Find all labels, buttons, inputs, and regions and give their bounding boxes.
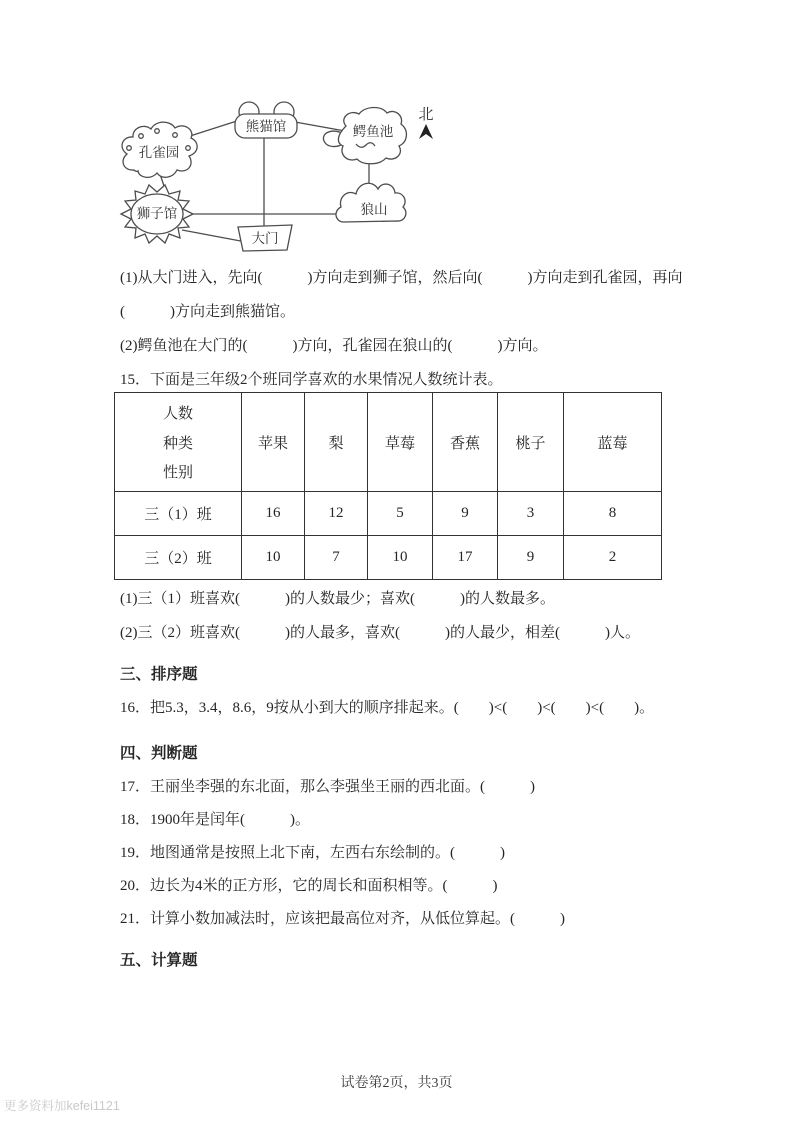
map-label-north: 北 [418,107,434,123]
path-panda-crocodile [295,122,345,131]
section-3-title: 三、排序题 [120,666,198,683]
path-peacock-panda [190,120,240,136]
cell-class1-peach: 3 [498,492,564,536]
cell-class2-apple: 10 [242,536,305,580]
cell-class1-apple: 16 [242,492,305,536]
question-15-part2: (2)三（2）班喜欢( )的人最多，喜欢( )的人最少，相差( )人。 [120,625,640,641]
corner-line-renshu: 人数 [162,406,193,422]
map-label-lion: 狮子馆 [136,206,178,221]
map-label-peacock: 孔雀园 [138,145,180,160]
cell-class1-pear: 12 [305,492,368,536]
section-4-title: 四、判断题 [120,745,198,762]
question-17: 17．王丽坐李强的东北面，那么李强坐王丽的西北面。( ) [120,779,535,795]
table-row-class1 [115,492,662,536]
cell-class1-banana: 9 [433,492,498,536]
table-row-class2 [115,536,662,580]
cell-class1-strawberry: 5 [368,492,433,536]
question-20: 20．边长为4米的正方形，它的周长和面积相等。( ) [120,878,498,894]
map-label-crocodile: 鳄鱼池 [352,124,394,139]
cell-class2-blueberry: 2 [564,536,662,580]
column-header-peach: 桃子 [498,393,564,492]
column-header-blueberry: 蓝莓 [564,393,662,492]
page-number-footer: 试卷第2页，共3页 [340,1076,453,1091]
question-19: 19．地图通常是按照上北下南，左西右东绘制的。( ) [120,845,505,861]
cell-class2-peach: 9 [498,536,564,580]
question-21: 21．计算小数加减法时，应该把最高位对齐，从低位算起。( ) [120,911,565,927]
question-18: 18．1900年是闰年( )。 [120,812,310,828]
table-header-row [115,393,662,492]
question-15-part1: (1)三（1）班喜欢( )的人数最少；喜欢( )的人数最多。 [120,591,555,607]
column-header-banana: 香蕉 [433,393,498,492]
question-14-part1-line2: ( )方向走到熊猫馆。 [120,304,295,320]
column-header-pear: 梨 [305,393,368,492]
map-label-wolf: 狼山 [360,202,388,217]
map-label-panda: 熊猫馆 [245,119,287,134]
question-14-part1-line1: (1)从大门进入，先向( )方向走到狮子馆，然后向( )方向走到孔雀园，再向 [120,270,683,286]
north-arrow-icon [419,124,433,139]
column-header-strawberry: 草莓 [368,393,433,492]
corner-line-zhonglei: 种类 [162,435,193,452]
row-label-class1: 三（1）班 [115,492,242,536]
questions-area [120,270,720,986]
column-header-apple: 苹果 [242,393,305,492]
cell-class1-blueberry: 8 [564,492,662,536]
table-corner-cell [115,393,242,492]
fruit-statistics-table [114,392,662,580]
cell-class2-pear: 7 [305,536,368,580]
cell-class2-banana: 17 [433,536,498,580]
question-16: 16．把5.3，3.4，8.6，9按从小到大的顺序排起来。( )<( )<( )<( )。 [120,700,655,716]
row-label-class2: 三（2）班 [115,536,242,580]
path-lion-gate [182,230,246,242]
question-14-part2: (2)鳄鱼池在大门的( )方向，孔雀园在狼山的( )方向。 [120,338,548,354]
question-15-intro: 15．下面是三年级2个班同学喜欢的水果情况人数统计表。 [120,372,503,388]
map-label-gate: 大门 [251,231,279,246]
watermark-text: 更多资料加kefei1121 [4,1099,120,1113]
corner-line-xingbie: 性别 [162,465,193,481]
zoo-map-figure [100,86,460,266]
cell-class2-strawberry: 10 [368,536,433,580]
section-5-title: 五、计算题 [120,952,198,969]
